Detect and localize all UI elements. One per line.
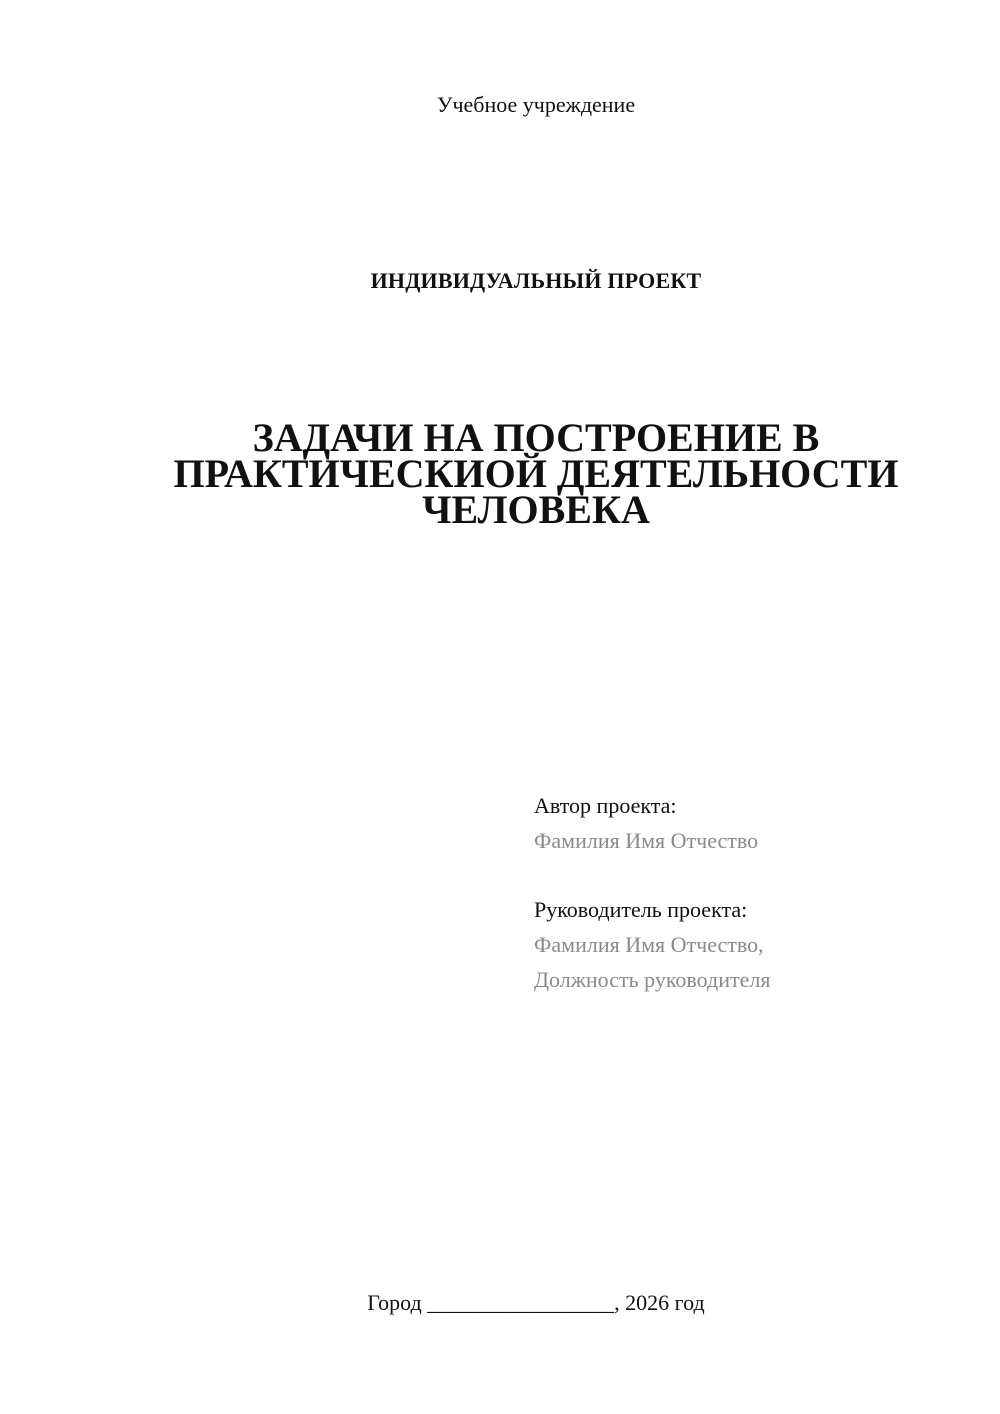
project-type-heading: ИНДИВИДУАЛЬНЫЙ ПРОЕКТ: [370, 268, 702, 293]
institution-name: Учебное учреждение: [436, 92, 636, 117]
project-title-line: ПРАКТИЧЕСКИОЙ ДЕЯТЕЛЬНОСТИ: [173, 451, 899, 496]
project-title: [0, 415, 1000, 532]
city-year-footer: Город _________________, 2026 год: [367, 1290, 705, 1315]
supervisor-label: Руководитель проекта:: [534, 897, 748, 922]
project-title-line: ЗАДАЧИ НА ПОСТРОЕНИЕ В: [252, 415, 820, 460]
author-label: Автор проекта:: [534, 793, 677, 818]
supervisor-name: Фамилия Имя Отчество,: [534, 932, 764, 957]
author-name: Фамилия Имя Отчество: [534, 828, 759, 853]
supervisor-position: Должность руководителя: [534, 967, 771, 992]
project-title-line: ЧЕЛОВЕКА: [422, 487, 650, 532]
credits-block: [534, 788, 954, 997]
credits-spacer: [534, 858, 954, 892]
